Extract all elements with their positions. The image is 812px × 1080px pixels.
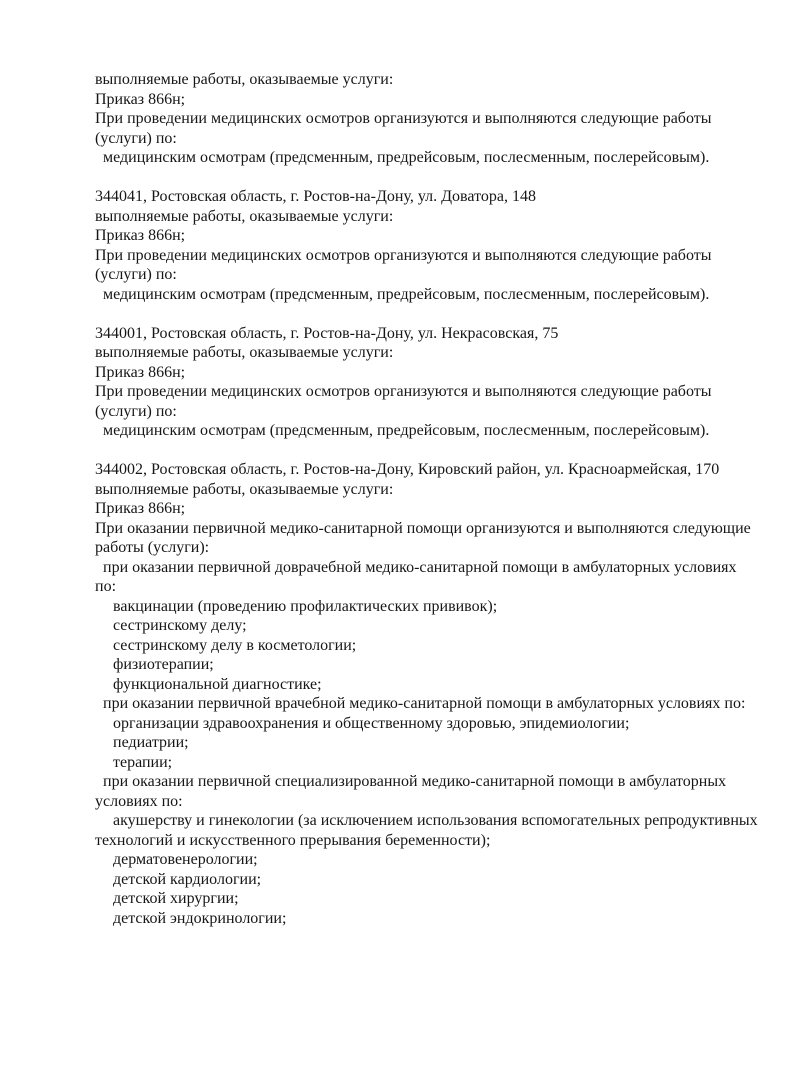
care-type-line: при оказании первичной специализированной медико-санитарной помощи в амбулаторных bbox=[103, 773, 727, 790]
address-line: 344001, Ростовская область, г. Ростов-на-Дону, ул. Некрасовская, 75 bbox=[95, 324, 559, 342]
section-344041 bbox=[95, 187, 772, 304]
service-item: организации здравоохранения и общественному здоровью, эпидемиологии; bbox=[113, 714, 630, 732]
order-label: Приказ 866н; bbox=[95, 227, 186, 244]
care-type-line-wrap: по: bbox=[95, 578, 117, 595]
works-services-label: выполняемые работы, оказываемые услуги: bbox=[95, 207, 394, 225]
section-344001 bbox=[95, 324, 772, 441]
order-label: Приказ 866н; bbox=[95, 500, 186, 517]
service-item: дерматовенерологии; bbox=[113, 851, 258, 868]
address-line: 344041, Ростовская область, г. Ростов-на-Дону, ул. Доватора, 148 bbox=[95, 188, 536, 205]
text-line: работы (услуги): bbox=[95, 539, 210, 556]
text-line: При проведении медицинских осмотров организуются и выполняются следующие работы bbox=[95, 110, 712, 127]
service-item-wrap: технологий и искусственного прерывания беременности); bbox=[95, 831, 491, 849]
service-item: детской хирургии; bbox=[113, 890, 239, 907]
care-type-line: при оказании первичной врачебной медико-санитарной помощи в амбулаторных условиях по: bbox=[103, 695, 746, 712]
service-item: медицинским осмотрам (предсменным, предрейсовым, послесменным, послерейсовым). bbox=[103, 149, 710, 166]
text-line: При проведении медицинских осмотров организуются и выполняются следующие работы bbox=[95, 246, 712, 264]
address-line: 344002, Ростовская область, г. Ростов-на-Дону, Кировский район, ул. Красноармейская, 170 bbox=[95, 461, 720, 478]
order-label: Приказ 866н; bbox=[95, 90, 186, 108]
document-text bbox=[95, 70, 772, 928]
works-services-label: выполняемые работы, оказываемые услуги: bbox=[95, 344, 394, 361]
works-services-label: выполняемые работы, оказываемые услуги: bbox=[95, 71, 394, 88]
service-item: детской кардиологии; bbox=[113, 870, 262, 888]
service-item: педиатрии; bbox=[113, 734, 189, 751]
text-line: При проведении медицинских осмотров организуются и выполняются следующие работы bbox=[95, 383, 712, 400]
text-line: (услуги) по: bbox=[95, 266, 177, 283]
section-344002 bbox=[95, 460, 772, 928]
service-item: медицинским осмотрам (предсменным, предрейсовым, послесменным, послерейсовым). bbox=[103, 285, 710, 303]
service-item: функциональной диагностике; bbox=[113, 675, 322, 693]
service-item: терапии; bbox=[113, 753, 173, 771]
service-item: медицинским осмотрам (предсменным, предрейсовым, послесменным, послерейсовым). bbox=[103, 422, 710, 439]
text-line: При оказании первичной медико-санитарной помощи организуются и выполняются следующие bbox=[95, 519, 751, 537]
service-item: вакцинации (проведению профилактических прививок); bbox=[113, 597, 498, 615]
service-item: сестринскому делу; bbox=[113, 617, 247, 634]
care-type-line: при оказании первичной доврачебной медико-санитарной помощи в амбулаторных условиях bbox=[103, 558, 737, 576]
text-line: (услуги) по: bbox=[95, 129, 177, 147]
text-line: (услуги) по: bbox=[95, 402, 177, 420]
care-type-line-wrap: условиях по: bbox=[95, 792, 183, 810]
order-label: Приказ 866н; bbox=[95, 363, 186, 381]
section-entry-continued bbox=[95, 70, 772, 168]
works-services-label: выполняемые работы, оказываемые услуги: bbox=[95, 480, 394, 498]
service-item: физиотерапии; bbox=[113, 656, 214, 673]
service-item: детской эндокринологии; bbox=[113, 909, 287, 927]
service-item: сестринскому делу в косметологии; bbox=[113, 636, 357, 654]
service-item: акушерству и гинекологии (за исключением использования вспомогательных репродуктивных bbox=[113, 812, 758, 829]
